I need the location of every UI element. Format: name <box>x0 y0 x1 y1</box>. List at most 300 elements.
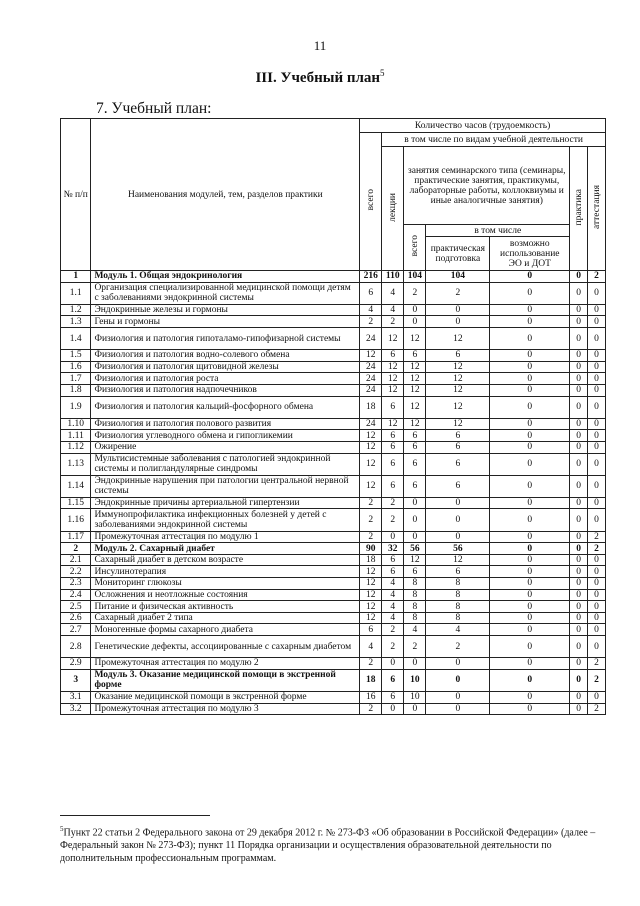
row-num: 2.9 <box>61 658 91 670</box>
row-total: 12 <box>360 475 382 497</box>
row-practice: 0 <box>570 396 588 418</box>
table-row <box>61 316 606 328</box>
header-including: в том числе <box>426 225 570 237</box>
row-num: 1.1 <box>61 282 91 304</box>
row-practice: 0 <box>570 384 588 396</box>
row-lectures: 4 <box>382 304 404 316</box>
row-lectures: 110 <box>382 271 404 283</box>
row-eo-dot: 0 <box>490 612 570 624</box>
row-eo-dot: 0 <box>490 658 570 670</box>
row-lectures: 6 <box>382 554 404 566</box>
curriculum-table <box>60 118 606 715</box>
footnote-text: Пункт 22 статьи 2 Федерального закона от 29 декабря 2012 г. № 273-ФЗ «Об образовании в Российской Федерации» (далее – Федеральный закон № 273-ФЗ); пункт 11 Порядка организации и осуществления образовательной деятельности по дополнительным профессиональным программам. <box>60 827 596 865</box>
row-seminar-total: 0 <box>404 703 426 715</box>
row-practice: 0 <box>570 327 588 349</box>
row-practical-training: 104 <box>426 271 490 283</box>
row-eo-dot: 0 <box>490 578 570 590</box>
row-lectures: 6 <box>382 350 404 362</box>
row-eo-dot: 0 <box>490 271 570 283</box>
row-num: 2.3 <box>61 578 91 590</box>
row-seminar-total: 104 <box>404 271 426 283</box>
row-name: Моногенные формы сахарного диабета <box>91 624 360 636</box>
table-row <box>61 566 606 578</box>
table-row <box>61 543 606 555</box>
row-name: Генетические дефекты, ассоциированные с сахарным диабетом <box>91 636 360 658</box>
table-row <box>61 304 606 316</box>
row-practice: 0 <box>570 658 588 670</box>
header-total <box>360 133 382 271</box>
row-eo-dot: 0 <box>490 624 570 636</box>
header-num: № п/п <box>61 119 91 271</box>
row-practice: 0 <box>570 566 588 578</box>
row-practical-training: 12 <box>426 384 490 396</box>
row-total: 24 <box>360 327 382 349</box>
row-lectures: 0 <box>382 531 404 543</box>
row-lectures: 2 <box>382 497 404 509</box>
row-total: 12 <box>360 566 382 578</box>
row-seminar-total: 6 <box>404 441 426 453</box>
table-row <box>61 509 606 531</box>
row-total: 18 <box>360 396 382 418</box>
row-total: 2 <box>360 531 382 543</box>
row-total: 12 <box>360 453 382 475</box>
row-practice: 0 <box>570 316 588 328</box>
row-num: 1.11 <box>61 430 91 442</box>
row-num: 2.8 <box>61 636 91 658</box>
row-num: 1.9 <box>61 396 91 418</box>
table-row <box>61 589 606 601</box>
row-lectures: 6 <box>382 453 404 475</box>
table-row <box>61 441 606 453</box>
table-row <box>61 636 606 658</box>
row-lectures: 6 <box>382 396 404 418</box>
row-practical-training: 8 <box>426 601 490 613</box>
row-attestation: 0 <box>588 554 606 566</box>
row-attestation: 2 <box>588 703 606 715</box>
row-name: Ожирение <box>91 441 360 453</box>
row-name: Физиология и патология водно-солевого обмена <box>91 350 360 362</box>
table-row <box>61 475 606 497</box>
row-eo-dot: 0 <box>490 497 570 509</box>
footnote-number: 5 <box>60 825 64 833</box>
table-row <box>61 601 606 613</box>
row-practice: 0 <box>570 578 588 590</box>
row-name: Мониторинг глюкозы <box>91 578 360 590</box>
row-seminar-total: 12 <box>404 384 426 396</box>
row-seminar-total: 2 <box>404 282 426 304</box>
row-total: 12 <box>360 441 382 453</box>
row-eo-dot: 0 <box>490 316 570 328</box>
row-total: 12 <box>360 350 382 362</box>
row-practice: 0 <box>570 509 588 531</box>
row-practical-training: 6 <box>426 453 490 475</box>
row-practice: 0 <box>570 475 588 497</box>
table-row <box>61 384 606 396</box>
row-seminar-total: 0 <box>404 304 426 316</box>
row-total: 6 <box>360 624 382 636</box>
row-seminar-total: 12 <box>404 327 426 349</box>
row-total: 18 <box>360 669 382 691</box>
row-name: Питание и физическая активность <box>91 601 360 613</box>
table-row <box>61 554 606 566</box>
row-total: 24 <box>360 373 382 385</box>
row-num: 1.13 <box>61 453 91 475</box>
row-name: Физиология и патология щитовидной железы <box>91 361 360 373</box>
row-num: 2.7 <box>61 624 91 636</box>
header-lectures-text: лекции <box>387 192 398 222</box>
row-num: 1.17 <box>61 531 91 543</box>
row-attestation: 2 <box>588 531 606 543</box>
row-lectures: 2 <box>382 509 404 531</box>
row-num: 1.3 <box>61 316 91 328</box>
row-attestation: 0 <box>588 601 606 613</box>
row-practical-training: 0 <box>426 316 490 328</box>
row-seminar-total: 12 <box>404 554 426 566</box>
row-name: Инсулинотерапия <box>91 566 360 578</box>
row-seminar-total: 10 <box>404 669 426 691</box>
row-attestation: 0 <box>588 578 606 590</box>
row-num: 1.4 <box>61 327 91 349</box>
row-attestation: 0 <box>588 361 606 373</box>
row-practice: 0 <box>570 361 588 373</box>
row-eo-dot: 0 <box>490 418 570 430</box>
row-practice: 0 <box>570 691 588 703</box>
section-title <box>0 68 640 87</box>
row-eo-dot: 0 <box>490 554 570 566</box>
row-seminar-total: 12 <box>404 361 426 373</box>
row-lectures: 32 <box>382 543 404 555</box>
row-name: Модуль 1. Общая эндокринология <box>91 271 360 283</box>
row-name: Организация специализированной медицинской помощи детям с заболеваниями эндокринной системы <box>91 282 360 304</box>
row-practical-training: 12 <box>426 396 490 418</box>
row-practice: 0 <box>570 430 588 442</box>
row-practice: 0 <box>570 282 588 304</box>
row-name: Модуль 3. Оказание медицинской помощи в экстренной форме <box>91 669 360 691</box>
row-total: 2 <box>360 316 382 328</box>
row-eo-dot: 0 <box>490 636 570 658</box>
row-seminar-total: 0 <box>404 531 426 543</box>
row-practice: 0 <box>570 636 588 658</box>
row-attestation: 0 <box>588 384 606 396</box>
row-num: 2.5 <box>61 601 91 613</box>
header-total-text: всего <box>365 189 376 211</box>
row-attestation: 0 <box>588 282 606 304</box>
row-attestation: 0 <box>588 430 606 442</box>
table-row <box>61 430 606 442</box>
row-lectures: 6 <box>382 430 404 442</box>
page-number: 11 <box>313 38 327 53</box>
header-seminar: занятия семинарского типа (семинары, практические занятия, практикумы, лабораторные работы, коллоквиумы и иные аналогичные занятия) <box>404 147 570 225</box>
table-row <box>61 612 606 624</box>
row-lectures: 12 <box>382 361 404 373</box>
row-name: Промежуточная аттестация по модулю 3 <box>91 703 360 715</box>
row-total: 12 <box>360 612 382 624</box>
row-seminar-total: 6 <box>404 453 426 475</box>
row-attestation: 0 <box>588 316 606 328</box>
row-total: 12 <box>360 578 382 590</box>
row-practical-training: 12 <box>426 554 490 566</box>
row-seminar-total: 56 <box>404 543 426 555</box>
row-eo-dot: 0 <box>490 589 570 601</box>
row-attestation: 0 <box>588 612 606 624</box>
row-practice: 0 <box>570 418 588 430</box>
row-name: Мультисистемные заболевания с патологией эндокринной системы и полигландулярные синдромы <box>91 453 360 475</box>
row-seminar-total: 12 <box>404 373 426 385</box>
row-seminar-total: 2 <box>404 636 426 658</box>
row-lectures: 12 <box>382 327 404 349</box>
row-practice: 0 <box>570 350 588 362</box>
row-num: 1.16 <box>61 509 91 531</box>
row-attestation: 0 <box>588 509 606 531</box>
row-practical-training: 8 <box>426 612 490 624</box>
row-lectures: 4 <box>382 578 404 590</box>
row-attestation: 2 <box>588 271 606 283</box>
row-lectures: 12 <box>382 418 404 430</box>
row-total: 24 <box>360 361 382 373</box>
row-lectures: 4 <box>382 282 404 304</box>
row-num: 1.15 <box>61 497 91 509</box>
row-total: 90 <box>360 543 382 555</box>
row-name: Физиология и патология надпочечников <box>91 384 360 396</box>
row-practical-training: 12 <box>426 418 490 430</box>
row-num: 2.6 <box>61 612 91 624</box>
table-row <box>61 373 606 385</box>
row-practical-training: 8 <box>426 589 490 601</box>
row-practical-training: 12 <box>426 373 490 385</box>
row-eo-dot: 0 <box>490 282 570 304</box>
row-num: 1.6 <box>61 361 91 373</box>
table-row <box>61 282 606 304</box>
row-lectures: 6 <box>382 566 404 578</box>
row-attestation: 0 <box>588 589 606 601</box>
row-lectures: 2 <box>382 624 404 636</box>
row-seminar-total: 6 <box>404 350 426 362</box>
table-row <box>61 703 606 715</box>
row-eo-dot: 0 <box>490 304 570 316</box>
row-lectures: 6 <box>382 441 404 453</box>
curriculum-body <box>61 271 606 715</box>
row-lectures: 6 <box>382 669 404 691</box>
row-num: 1.7 <box>61 373 91 385</box>
header-practice <box>570 147 588 271</box>
footnote-mark: 5 <box>380 68 385 78</box>
row-practice: 0 <box>570 703 588 715</box>
row-practical-training: 0 <box>426 669 490 691</box>
row-name: Модуль 2. Сахарный диабет <box>91 543 360 555</box>
row-practice: 0 <box>570 612 588 624</box>
row-seminar-total: 8 <box>404 578 426 590</box>
row-lectures: 2 <box>382 316 404 328</box>
table-row <box>61 691 606 703</box>
header-attestation-text: аттестация <box>591 185 602 229</box>
row-attestation: 0 <box>588 396 606 418</box>
row-practice: 0 <box>570 669 588 691</box>
table-row <box>61 658 606 670</box>
row-num: 2.4 <box>61 589 91 601</box>
row-total: 12 <box>360 589 382 601</box>
row-seminar-total: 12 <box>404 396 426 418</box>
row-attestation: 0 <box>588 636 606 658</box>
row-total: 6 <box>360 282 382 304</box>
row-num: 3 <box>61 669 91 691</box>
header-hours: Количество часов (трудоемкость) <box>360 119 606 133</box>
row-practical-training: 2 <box>426 636 490 658</box>
row-total: 2 <box>360 658 382 670</box>
row-num: 2.2 <box>61 566 91 578</box>
row-seminar-total: 0 <box>404 658 426 670</box>
row-eo-dot: 0 <box>490 703 570 715</box>
row-eo-dot: 0 <box>490 543 570 555</box>
row-total: 16 <box>360 691 382 703</box>
row-total: 2 <box>360 703 382 715</box>
footnote-divider <box>60 815 210 816</box>
header-practical-training: практическая подготовка <box>426 237 490 271</box>
row-practice: 0 <box>570 543 588 555</box>
row-name: Эндокринные нарушения при патологии центральной нервной системы <box>91 475 360 497</box>
row-name: Осложнения и неотложные состояния <box>91 589 360 601</box>
row-practical-training: 6 <box>426 430 490 442</box>
row-eo-dot: 0 <box>490 430 570 442</box>
row-practice: 0 <box>570 554 588 566</box>
table-row <box>61 578 606 590</box>
row-eo-dot: 0 <box>490 531 570 543</box>
row-seminar-total: 0 <box>404 509 426 531</box>
row-attestation: 0 <box>588 418 606 430</box>
row-attestation: 0 <box>588 327 606 349</box>
header-practice-text: практика <box>573 188 584 226</box>
row-lectures: 12 <box>382 373 404 385</box>
row-attestation: 0 <box>588 691 606 703</box>
row-attestation: 2 <box>588 669 606 691</box>
row-total: 2 <box>360 497 382 509</box>
header-by-type: в том числе по видам учебной деятельности <box>382 133 606 147</box>
section-title-text: III. Учебный план <box>255 70 381 86</box>
row-lectures: 12 <box>382 384 404 396</box>
row-name: Гены и гормоны <box>91 316 360 328</box>
row-name: Физиология и патология роста <box>91 373 360 385</box>
row-seminar-total: 12 <box>404 418 426 430</box>
row-lectures: 0 <box>382 703 404 715</box>
row-seminar-total: 8 <box>404 601 426 613</box>
row-eo-dot: 0 <box>490 453 570 475</box>
footnote <box>60 823 606 865</box>
row-seminar-total: 10 <box>404 691 426 703</box>
row-practical-training: 2 <box>426 282 490 304</box>
row-total: 4 <box>360 304 382 316</box>
row-seminar-total: 4 <box>404 624 426 636</box>
row-name: Сахарный диабет в детском возрасте <box>91 554 360 566</box>
row-eo-dot: 0 <box>490 396 570 418</box>
row-name: Оказание медицинской помощи в экстренной форме <box>91 691 360 703</box>
row-eo-dot: 0 <box>490 691 570 703</box>
row-seminar-total: 8 <box>404 589 426 601</box>
row-name: Физиология и патология кальций-фосфорного обмена <box>91 396 360 418</box>
table-row <box>61 669 606 691</box>
row-name: Физиология и патология гипоталамо-гипофизарной системы <box>91 327 360 349</box>
table-row <box>61 531 606 543</box>
row-eo-dot: 0 <box>490 566 570 578</box>
row-eo-dot: 0 <box>490 384 570 396</box>
row-eo-dot: 0 <box>490 327 570 349</box>
row-seminar-total: 8 <box>404 612 426 624</box>
row-practical-training: 0 <box>426 703 490 715</box>
row-attestation: 0 <box>588 475 606 497</box>
row-lectures: 6 <box>382 691 404 703</box>
row-practical-training: 0 <box>426 509 490 531</box>
row-attestation: 0 <box>588 373 606 385</box>
row-num: 2 <box>61 543 91 555</box>
row-num: 3.2 <box>61 703 91 715</box>
row-eo-dot: 0 <box>490 509 570 531</box>
row-seminar-total: 0 <box>404 497 426 509</box>
row-practical-training: 6 <box>426 566 490 578</box>
row-total: 12 <box>360 601 382 613</box>
header-name: Наименования модулей, тем, разделов практики <box>91 119 360 271</box>
row-num: 1.10 <box>61 418 91 430</box>
plan-title: 7. Учебный план: <box>96 100 212 117</box>
row-lectures: 2 <box>382 636 404 658</box>
row-eo-dot: 0 <box>490 475 570 497</box>
row-practical-training: 0 <box>426 304 490 316</box>
row-lectures: 6 <box>382 475 404 497</box>
row-lectures: 4 <box>382 601 404 613</box>
row-attestation: 0 <box>588 304 606 316</box>
row-num: 1.8 <box>61 384 91 396</box>
row-attestation: 0 <box>588 624 606 636</box>
row-name: Сахарный диабет 2 типа <box>91 612 360 624</box>
row-attestation: 0 <box>588 566 606 578</box>
row-name: Промежуточная аттестация по модулю 1 <box>91 531 360 543</box>
row-practice: 0 <box>570 271 588 283</box>
row-total: 24 <box>360 418 382 430</box>
row-lectures: 4 <box>382 589 404 601</box>
row-practice: 0 <box>570 453 588 475</box>
table-row <box>61 453 606 475</box>
row-name: Промежуточная аттестация по модулю 2 <box>91 658 360 670</box>
row-total: 4 <box>360 636 382 658</box>
table-row <box>61 271 606 283</box>
table-row <box>61 497 606 509</box>
row-practice: 0 <box>570 589 588 601</box>
row-practical-training: 56 <box>426 543 490 555</box>
table-row <box>61 350 606 362</box>
row-practical-training: 0 <box>426 658 490 670</box>
row-practice: 0 <box>570 441 588 453</box>
row-practical-training: 12 <box>426 327 490 349</box>
table-row <box>61 624 606 636</box>
row-name: Эндокринные причины артериальной гипертензии <box>91 497 360 509</box>
row-eo-dot: 0 <box>490 361 570 373</box>
row-total: 216 <box>360 271 382 283</box>
row-eo-dot: 0 <box>490 601 570 613</box>
row-seminar-total: 0 <box>404 316 426 328</box>
row-practical-training: 0 <box>426 531 490 543</box>
row-lectures: 4 <box>382 612 404 624</box>
row-attestation: 0 <box>588 441 606 453</box>
row-eo-dot: 0 <box>490 350 570 362</box>
row-num: 1.14 <box>61 475 91 497</box>
header-lectures <box>382 147 404 271</box>
row-num: 3.1 <box>61 691 91 703</box>
row-seminar-total: 6 <box>404 566 426 578</box>
row-practical-training: 6 <box>426 441 490 453</box>
row-total: 18 <box>360 554 382 566</box>
row-total: 24 <box>360 384 382 396</box>
header-attestation <box>588 147 606 271</box>
row-practical-training: 4 <box>426 624 490 636</box>
row-eo-dot: 0 <box>490 373 570 385</box>
header-sem-total <box>404 225 426 271</box>
